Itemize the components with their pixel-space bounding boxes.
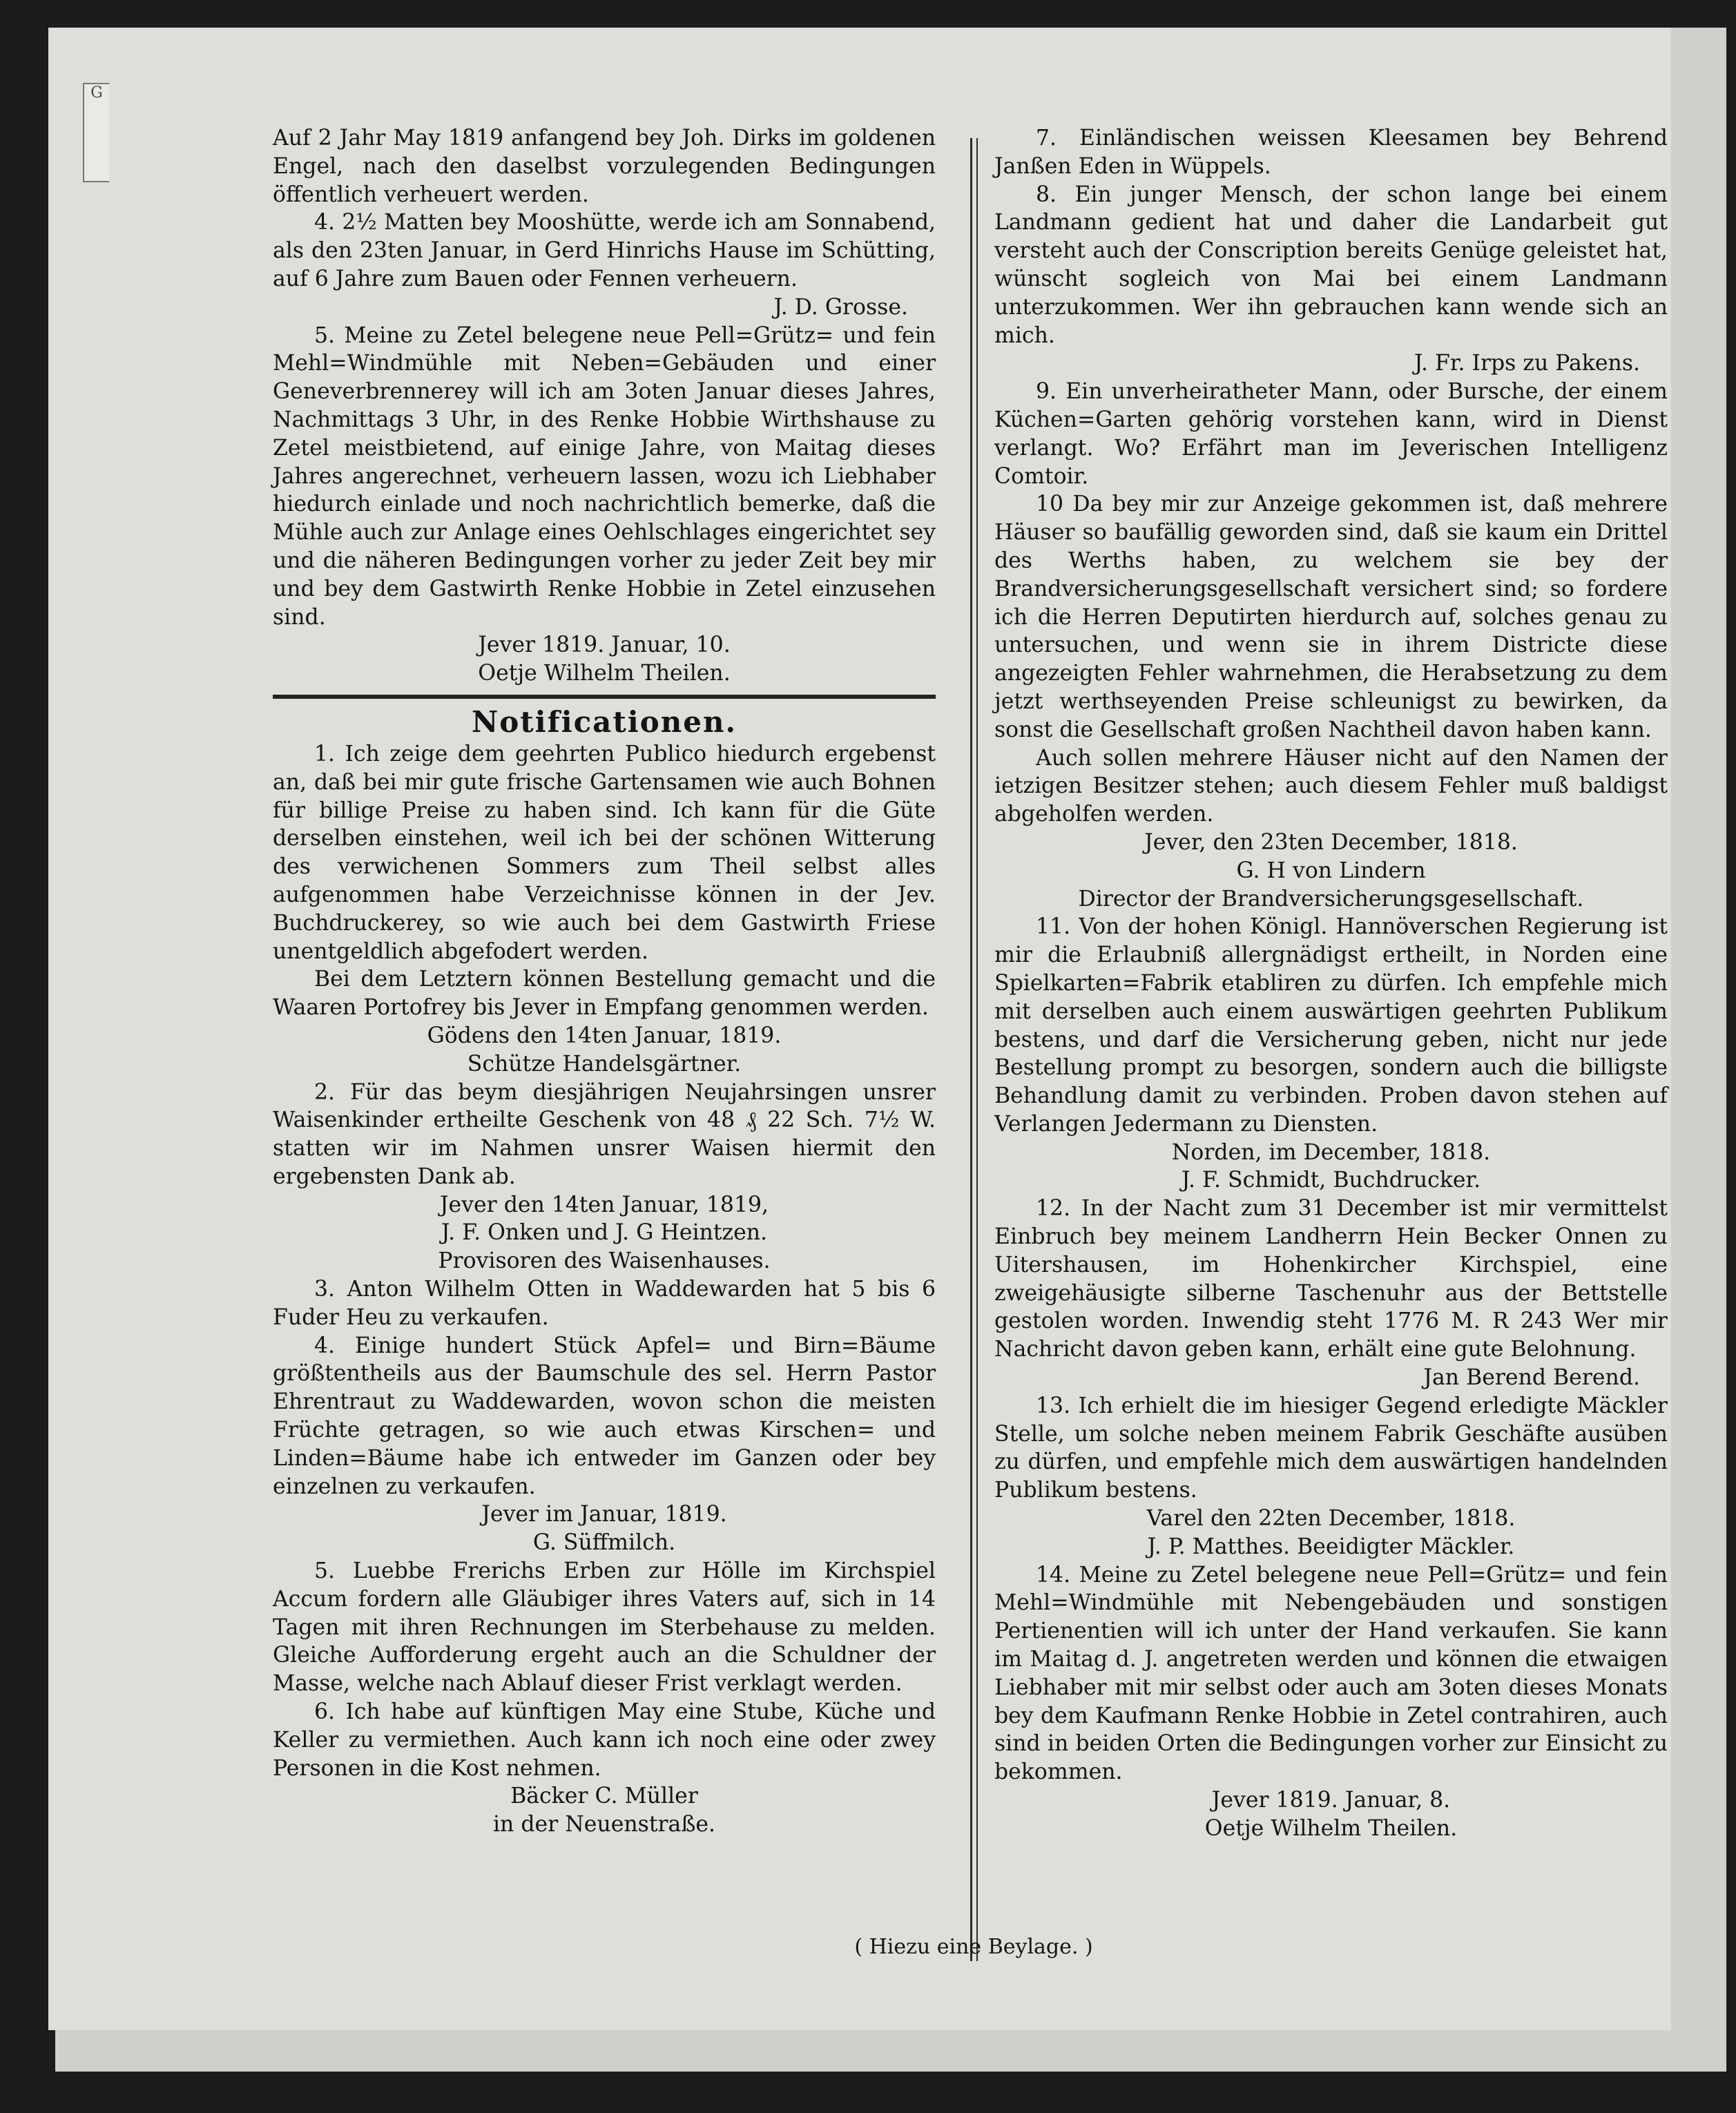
notice-5: 5. Meine zu Zetel belegene neue Pell=Grütz= und fein Mehl=Windmühle mit Neben=Gebäuden und einer Geneverbrennerey will ich am 3oten Januar dieses Jahres, Nachmittags 3 Uhr, in des Renke Hobbie Wirthshause zu Zetel meistbietend, auf einige Jahre, von Maitag dieses Jahres angerechnet, verheuern lassen, wozu ich Liebhaber hiedurch einlade und noch nachrichtlich bemerke, daß die Mühle auch zur Anlage eines Oehlschlages eingerichtet sey und die näheren Bedingungen vorher zu jeder Zeit bey mir und bey dem Gastwirth Renke Hobbie in Zetel einzusehen sind. <box>273 322 936 630</box>
notification-4-signature: G. Süffmilch. <box>532 1530 676 1556</box>
notice-5-signature: Oetje Wilhelm Theilen. <box>478 661 731 686</box>
notification-1-date: Gödens den 14ten Januar, 1819. <box>427 1023 782 1048</box>
notification-13-date: Varel den 22ten December, 1818. <box>1146 1506 1516 1532</box>
notification-2-signature-2: Provisoren des Waisenhauses. <box>438 1248 771 1274</box>
notification-8-signature: J. Fr. Irps zu Pakens. <box>1414 351 1640 376</box>
notification-7: 7. Einländischen weissen Kleesamen bey Behrend Janßen Eden in Wüppels. <box>994 126 1668 179</box>
binding-tab: G <box>83 83 109 182</box>
notice-4: 4. 2½ Matten bey Mooshütte, werde ich am Sonnabend, als den 23ten Januar, in Gerd Hinrichs Hause im Schütting, auf 6 Jahre zum Bauen oder Fennen verheuern. <box>273 210 936 291</box>
notification-2-signature: J. F. Onken und J. G Heintzen. <box>441 1220 768 1246</box>
notification-14-signature: Oetje Wilhelm Theilen. <box>1204 1815 1458 1841</box>
left-column <box>273 124 936 1839</box>
notification-10-signature: G. H von Lindern <box>1236 858 1426 883</box>
notification-12-signature: Jan Berend Berend. <box>1423 1365 1640 1391</box>
notification-10-date: Jever, den 23ten December, 1818. <box>1144 829 1518 855</box>
notification-8: 8. Ein junger Mensch, der schon lange bei einem Landmann gedient hat und daher die Landarbeit gut versteht auch der Conscription bereits Genüge geleistet hat, wünscht sogleich von Mai bei einem Landmann unterzukommen. Wer ihn gebrauchen kann wende sich an mich. <box>994 182 1668 348</box>
notification-10b: Auch sollen mehrere Häuser nicht auf den Namen der ietzigen Besitzer stehen; auch diesem Fehler muß baldigst abgeholfen werden. <box>994 745 1668 827</box>
notification-14: 14. Meine zu Zetel belegene neue Pell=Grütz= und fein Mehl=Windmühle mit Nebengebäuden und sonstigen Pertienentien will ich unter der Hand verkaufen. Sie kann im Maitag d. J. angetreten werden und können die etwaigen Liebhaber mit mir selbst oder auch am 3oten dieses Monats bey dem Kaufmann Renke Hobbie in Zetel contrahiren, auch sind in beiden Orten die Bedingungen vorher zur Einsicht zu bekommen. <box>994 1562 1668 1785</box>
right-column <box>994 124 1668 1843</box>
section-divider <box>273 695 936 699</box>
notification-4: 4. Einige hundert Stück Apfel= und Birn=Bäume größtentheils aus der Baumschule des sel. Herrn Pastor Ehrentraut zu Waddewarden, wovon schon die meisten Früchte getragen, so wie auch etwas Kirschen= und Linden=Bäume habe ich entweder im Ganzen oder bey einzelnen zu verkaufen. <box>273 1333 936 1499</box>
notification-14-date: Jever 1819. Januar, 8. <box>1211 1788 1451 1813</box>
notice-5-date: Jever 1819. Januar, 10. <box>478 633 731 658</box>
notification-13-signature: J. P. Matthes. Beeidigter Mäckler. <box>1147 1534 1515 1559</box>
column-rule <box>970 138 972 1961</box>
notification-2-date: Jever den 14ten Januar, 1819, <box>439 1192 769 1217</box>
notification-3: 3. Anton Wilhelm Otten in Waddewarden hat 5 bis 6 Fuder Heu zu verkaufen. <box>273 1277 936 1330</box>
section-heading: Notificationen. <box>471 704 737 739</box>
notification-10: 10 Da bey mir zur Anzeige gekommen ist, daß mehrere Häuser so baufällig geworden sind, daß sie kaum ein Drittel des Werths haben, zu welchem sie bey der Brandversicherungsgesellschaft versichert sind; so fordere ich die Herren Deputirten hierdurch auf, solches genau zu untersuchen, und wenn sie in ihrem Districte diese angezeigten Fehler wahrnehmen, die Herabsetzung zu dem jetzt werthseyenden Preise schleunigst zu bewirken, da sonst die Gesellschaft großen Nachtheil davon haben kann. <box>994 492 1668 742</box>
notification-2: 2. Für das beym diesjährigen Neujahrsingen unsrer Waisenkinder ertheilte Geschenk von 48 ₰ 22 Sch. 7½ W. statten wir im Nahmen unsrer Waisen hiermit den ergebensten Dank ab. <box>273 1079 936 1189</box>
supplement-note: ( Hiezu eine Beylage. ) <box>854 1935 1093 1959</box>
notification-6-signature-2: in der Neuenstraße. <box>492 1812 716 1837</box>
notification-10-signature-2: Director der Brandversicherungsgesellschaft. <box>1078 886 1584 911</box>
notification-11: 11. Von der hohen Königl. Hannöverschen Regierung ist mir die Erlaubniß allergnädigst ertheilt, in Norden eine Spielkarten=Fabrik etabliren zu dürfen. Ich empfehle mich mit derselben auch einem auswärtigen geehrten Publikum bestens, und darf die Versicherung geben, nicht nur jede Bestellung prompt zu besorgen, sondern auch die billigste Behandlung damit zu verbinden. Proben davon stehen auf Verlangen Jedermann zu Diensten. <box>994 914 1668 1137</box>
notification-12: 12. In der Nacht zum 31 December ist mir vermittelst Einbruch bey meinem Landherrn Hein Becker Onnen zu Uitershausen, im Hohenkircher Kirchspiel, eine zweigehäusigte silberne Taschenuhr aus der Bettstelle gestolen worden. Inwendig steht 1776 M. R 243 Wer mir Nachricht davon geben kann, erhält eine gute Belohnung. <box>994 1196 1668 1362</box>
notification-6-signature: Bäcker C. Müller <box>510 1784 698 1809</box>
notice-4-signature: J. D. Grosse. <box>773 294 908 320</box>
column-rule-inner <box>976 138 978 1961</box>
notification-1b: Bei dem Letztern können Bestellung gemacht und die Waaren Portofrey bis Jever in Empfang genommen werden. <box>273 967 936 1021</box>
notification-6: 6. Ich habe auf künftigen May eine Stube, Küche und Keller zu vermiethen. Auch kann ich noch eine oder zwey Personen in die Kost nehmen. <box>273 1699 936 1781</box>
notification-9: 9. Ein unverheiratheter Mann, oder Bursche, der einem Küchen=Garten gehörig vorstehen kann, wird in Dienst verlangt. Wo? Erfährt man im Jeverischen Intelligenz Comtoir. <box>994 379 1668 489</box>
notification-4-date: Jever im Januar, 1819. <box>481 1502 727 1527</box>
notification-1-signature: Schütze Handelsgärtner. <box>467 1051 742 1077</box>
notification-11-date: Norden, im December, 1818. <box>1171 1139 1491 1165</box>
notice-continued: Auf 2 Jahr May 1819 anfangend bey Joh. Dirks im goldenen Engel, nach den daselbst vorzulegenden Bedingungen öffentlich verheuert werden. <box>273 126 936 207</box>
notification-5: 5. Luebbe Frerichs Erben zur Hölle im Kirchspiel Accum fordern alle Gläubiger ihres Vaters auf, sich in 14 Tagen mit ihren Rechnungen im Sterbehause zu melden. Gleiche Aufforderung ergeht auch an die Schuldner der Masse, welche nach Ablauf dieser Frist verklagt werden. <box>273 1559 936 1697</box>
notification-13: 13. Ich erhielt die im hiesiger Gegend erledigte Mäckler Stelle, um solche neben meinem Fabrik Geschäfte ausüben zu dürfen, und empfehle mich dem auswärtigen handelnden Publikum bestens. <box>994 1393 1668 1503</box>
notification-1: 1. Ich zeige dem geehrten Publico hiedurch ergebenst an, daß bei mir gute frische Gartensamen wie auch Bohnen für billige Preise zu haben sind. Ich kann für die Güte derselben einstehen, weil ich bei der schönen Witterung des verwichenen Sommers zum Theil selbst alles aufgenommen habe Verzeichnisse können in der Jev. Buchdruckerey, so wie auch bei dem Gastwirth Friese unentgeldlich abgefodert werden. <box>273 741 936 964</box>
notification-11-signature: J. F. Schmidt, Buchdrucker. <box>1181 1168 1481 1193</box>
